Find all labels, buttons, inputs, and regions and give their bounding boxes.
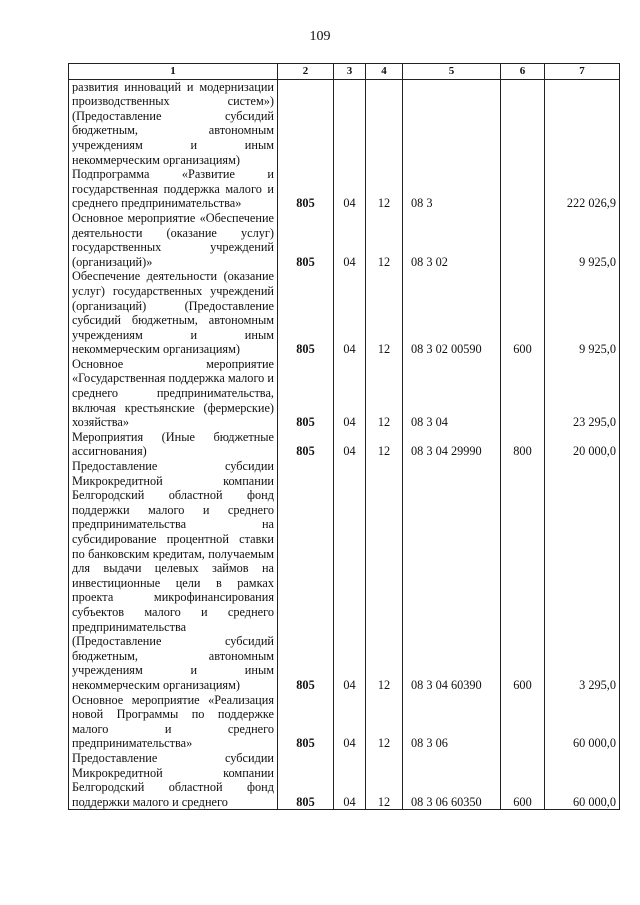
- row-expense-type: [501, 167, 545, 211]
- row-subsection: 12: [366, 751, 403, 810]
- row-name: Мероприятия (Иные бюджетные ассигнования): [69, 430, 278, 459]
- row-name: Обеспечение деятельности (оказание услуг) государственных учреждений (организаций) (Предоставление субсидий бюджетным, автономным учреждениям и иным некоммерческим организациям): [69, 269, 278, 357]
- row-expense-type: [501, 357, 545, 430]
- row-subsection: 12: [366, 430, 403, 459]
- row-target-code: [403, 79, 501, 167]
- row-target-code: 08 3 06: [403, 693, 501, 751]
- row-section: 04: [334, 751, 366, 810]
- table-row: [69, 693, 620, 751]
- row-grbs: [278, 79, 334, 167]
- row-target-code: 08 3 02: [403, 211, 501, 269]
- row-grbs: 805: [278, 211, 334, 269]
- row-subsection: 12: [366, 357, 403, 430]
- row-grbs: 805: [278, 693, 334, 751]
- row-name: развития инноваций и модернизации производственных систем») (Предоставление субсидий бюджетным, автономным учреждениям и иным некоммерческим организациям): [69, 79, 278, 167]
- row-subsection: [366, 79, 403, 167]
- row-grbs: 805: [278, 430, 334, 459]
- row-expense-type: 600: [501, 459, 545, 693]
- row-grbs: 805: [278, 751, 334, 810]
- row-amount: 60 000,0: [545, 693, 620, 751]
- row-section: 04: [334, 459, 366, 693]
- row-subsection: 12: [366, 693, 403, 751]
- header-col-4: 4: [366, 64, 403, 80]
- row-expense-type: [501, 211, 545, 269]
- row-subsection: 12: [366, 459, 403, 693]
- header-col-3: 3: [334, 64, 366, 80]
- table-row: [69, 79, 620, 167]
- row-expense-type: 600: [501, 269, 545, 357]
- table-row: [69, 211, 620, 269]
- row-name: Предоставление субсидии Микрокредитной компании Белгородский областной фонд поддержки малого и среднего предпринимательства на субсидирование процентной ставки по банковским кредитам, получаемым для выдачи целевых займов на инвестиционные цели в рамках проекта микрофинансирования субъектов малого и среднего предпринимательства (Предоставление субсидий бюджетным, автономным учреждениям и иным некоммерческим организациям): [69, 459, 278, 693]
- row-name: Подпрограмма «Развитие и государственная поддержка малого и среднего предпринимательства»: [69, 167, 278, 211]
- row-expense-type: [501, 79, 545, 167]
- header-col-7: 7: [545, 64, 620, 80]
- header-col-5: 5: [403, 64, 501, 80]
- row-amount: 9 925,0: [545, 269, 620, 357]
- row-subsection: 12: [366, 167, 403, 211]
- row-target-code: 08 3 04 29990: [403, 430, 501, 459]
- row-subsection: 12: [366, 211, 403, 269]
- row-section: 04: [334, 167, 366, 211]
- row-target-code: 08 3 04: [403, 357, 501, 430]
- row-expense-type: [501, 693, 545, 751]
- row-target-code: 08 3 04 60390: [403, 459, 501, 693]
- row-name: Предоставление субсидии Микрокредитной компании Белгородский областной фонд поддержки малого и среднего: [69, 751, 278, 810]
- row-grbs: 805: [278, 357, 334, 430]
- row-expense-type: 800: [501, 430, 545, 459]
- row-target-code: 08 3: [403, 167, 501, 211]
- row-amount: 23 295,0: [545, 357, 620, 430]
- header-col-2: 2: [278, 64, 334, 80]
- row-section: 04: [334, 269, 366, 357]
- table-row: [69, 269, 620, 357]
- row-target-code: 08 3 06 60350: [403, 751, 501, 810]
- row-grbs: 805: [278, 269, 334, 357]
- row-section: [334, 79, 366, 167]
- header-col-6: 6: [501, 64, 545, 80]
- row-section: 04: [334, 430, 366, 459]
- table-row: [69, 751, 620, 810]
- row-section: 04: [334, 693, 366, 751]
- row-amount: 222 026,9: [545, 167, 620, 211]
- row-name: Основное мероприятие «Обеспечение деятельности (оказание услуг) государственных учреждений (организаций)»: [69, 211, 278, 269]
- row-name: Основное мероприятие «Реализация новой Программы по поддержке малого и среднего предпринимательства»: [69, 693, 278, 751]
- table-row: [69, 430, 620, 459]
- row-subsection: 12: [366, 269, 403, 357]
- row-section: 04: [334, 211, 366, 269]
- budget-table: [68, 63, 620, 810]
- table-row: [69, 167, 620, 211]
- table-row: [69, 459, 620, 693]
- row-expense-type: 600: [501, 751, 545, 810]
- row-target-code: 08 3 02 00590: [403, 269, 501, 357]
- row-section: 04: [334, 357, 366, 430]
- table-header-row: [69, 64, 620, 80]
- row-grbs: 805: [278, 459, 334, 693]
- header-col-1: 1: [69, 64, 278, 80]
- table-row: [69, 357, 620, 430]
- row-amount: [545, 79, 620, 167]
- row-amount: 9 925,0: [545, 211, 620, 269]
- row-name: Основное мероприятие «Государственная поддержка малого и среднего предпринимательства, включая крестьянские (фермерские) хозяйства»: [69, 357, 278, 430]
- row-amount: 20 000,0: [545, 430, 620, 459]
- row-amount: 3 295,0: [545, 459, 620, 693]
- row-grbs: 805: [278, 167, 334, 211]
- row-amount: 60 000,0: [545, 751, 620, 810]
- page-number: 109: [309, 29, 331, 44]
